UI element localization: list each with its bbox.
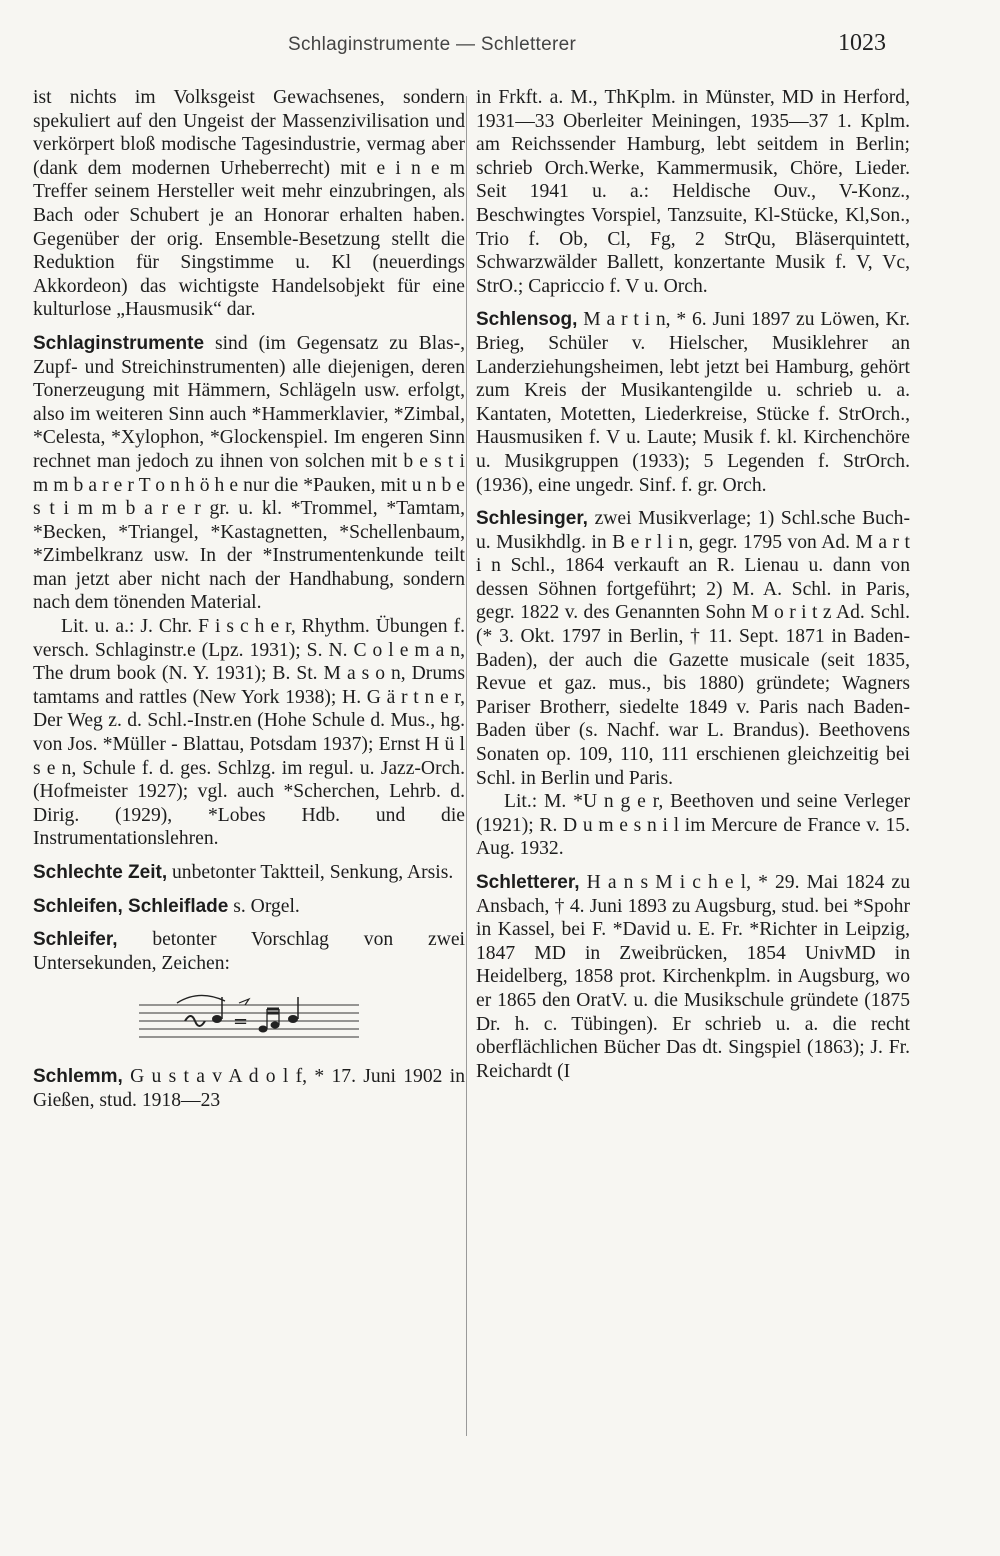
entry-text: unbetonter Taktteil, Senkung, Arsis. [167,862,454,883]
entry-text: M a r t i n, * 6. Juni 1897 zu Löwen, Kr. Brieg, Schüler v. Hielscher, Musiklehrer an Landerziehungsheimen, lebt jetzt bei Hamburg, gehört zum Kreis der Musikantengilde u. schrieb u. a. Kantaten, Motetten, Liederkreise, Stücke f. StrOrch., Hausmusiken f. V u. Laute; Musik f. kl. Kirchenchöre u. Musikgruppen (1933); 5 Legenden f. StrOrch. (1936), eine ungedr. Sinf. f. gr. Orch. [476,309,910,496]
left-column [33,86,465,1123]
continuation-text: ist nichts im Volksgeist Gewachsenes, sondern spekuliert auf den Ungeist der Massenzivilisation und verkörpert bloß modische Tagesindustrie, vermag aber (dank dem modernen Urheberrecht) mit e i n e m Treffer seinem Hersteller weit mehr einzubringen, als Bach oder Schubert je an Honorar erhalten haben. Gegenüber der orig. Ensemble-Besetzung stellt die Reduktion für Singstimme u. Kl (neuerdings Akkordeon) das wichtigste Handelsobjekt für eine kulturlose „Hausmusik“ dar. [33,87,465,321]
schleifer-notation-figure [33,985,465,1051]
headword: Schlensog, [476,309,578,331]
continuation-text: in Frkft. a. M., ThKplm. in Münster, MD in Herford, 1931—33 Oberleiter Meiningen, 1935—37 1. Kplm. am Reichssender Hamburg, lebt seitdem in Berlin; schrieb Orch.Werke, Kammermusik, Chöre, Lieder. Seit 1941 u. a.: Heldische Ouv., V-Konz., Beschwingtes Vorspiel, Tanzsuite, Kl-Stücke, Kl,Son., Trio f. Ob, Cl, Fg, 2 StrQu, Bläserquintett, Schwarzwälder Ballett, konzertante Musik f. V, Vc, StrO.; Capriccio f. V u. Orch. [476,87,910,297]
entry-schlechte-zeit [33,861,465,885]
entry-schlaginstrumente [33,332,465,851]
headword: Schlaginstrumente [33,332,205,354]
running-head: Schlaginstrumente — Schletterer [288,34,577,55]
entry-schlensog [476,308,910,497]
entry-schletterer [476,871,910,1083]
headword: Schlechte Zeit, [33,862,168,883]
literature: Lit. u. a.: J. Chr. F i s c h e r, Rhythm. Übungen f. versch. Schlaginstr.e (Lpz. 1931); S. N. C o l e m a n, The drum book (N. Y. 1931); B. St. M a s o n, Drums tamtams and rattles (New York 1938); H. G ä r t n e r, Der Weg z. d. Schl.-Instr.en (Hohe Schule d. Mus., hg. von Jos. *Müller - Blattau, Potsdam 1937); Ernst H ü l s e n, Schule f. d. ges. Schlzg. im regul. u. Jazz-Orch. (Hofmeister 1927); vgl. auch *Scherchen, Lehrb. d. Dirig. (1929), *Lobes Hdb. und die Instrumentationslehren. [33,616,465,850]
music-staff-figure [129,985,369,1051]
entry-text: zwei Musikverlage; 1) Schl.sche Buch- u. Musikhdlg. in B e r l i n, gegr. 1795 von Ad. M a r t i n Schl., 1864 verkauft an R. Lienau u. dann von dessen Söhnen fortgeführt; 2) M. A. Schl. in Paris, gegr. 1822 v. des Genannten Sohn M o r i t z Ad. Schl. (* 3. Okt. 1797 in Berlin, † 11. Sept. 1871 in Baden-Baden), der auch die Gazette musicale (seit 1835, Revue et gaz. mus., bis 1880) gründete; Wagners Pariser Brotherr, siedelte 1849 v. Paris nach Baden-Baden über (s. Nachf. war L. Brandus). Beethovens Sonaten op. 109, 110, 111 erschienen gleichzeitig bei Schl. in Berlin und Paris. [476,508,910,789]
entry-text: betonter Vorschlag von zwei Untersekunden, Zeichen: [33,929,465,974]
entry-schleifer [33,928,465,975]
page-header [0,30,1000,70]
right-column [476,86,910,1093]
literature: Lit.: M. *U n g e r, Beethoven und seine Verleger (1921); R. D u m e s n i l im Mercure de France v. 15. Aug. 1932. [476,791,910,860]
entry-schlemm [33,1065,465,1112]
entry-text: G u s t a v A d o l f, * 17. Juni 1902 in Gießen, stud. 1918—23 [33,1066,465,1111]
headword: Schletterer, [476,872,580,893]
entry-schleifen [33,895,465,919]
column-divider [466,96,467,1436]
headword: Schlemm, [33,1066,123,1088]
entry-schlesinger [476,507,910,861]
continuation-paragraph [33,86,465,322]
page-number: 1023 [838,30,886,56]
headword: Schleifen, Schleiflade [33,895,229,917]
headword: Schlesinger, [476,508,588,530]
svg-text:=: = [233,1011,249,1033]
entry-text: sind (im Gegensatz zu Blas-, Zupf- und Streichinstrumenten) alle diejenigen, deren Tonerzeugung mit Hämmern, Schlägeln usw. erfolgt, also im weiteren Sinn auch *Hammerklavier, *Zimbal, *Celesta, *Xylophon, *Glockenspiel. Im engeren Sinn rechnet man jedoch zu ihnen von solchen mit b e s t i m m b a r e r T o n h ö h e nur die *Pauken, mit u n b e s t i m m b a r e r gr. u. kl. *Trommel, *Tamtam, *Becken, *Triangel, *Kastagnetten, *Schellenbaum, *Zimbelkranz usw. In der *Instrumentenkunde teilt man jetzt aber nicht nach der Handhabung, sondern nach dem tönenden Material. [33,332,465,614]
headword: Schleifer, [33,929,118,951]
entry-text: H a n s M i c h e l, * 29. Mai 1824 zu Ansbach, † 4. Juni 1893 zu Augsburg, stud. bei *Spohr in Kassel, bei F. *David u. E. Fr. *Richter in Leipzig, 1847 MD in Zweibrücken, 1854 UnivMD in Heidelberg, 1858 prot. Kirchenkplm. in Augsburg, wo er 1865 den OratV. u. die Musikschule gründete (1875 Dr. h. c. Tübingen). Er schrieb u. a. die recht oberflächlichen Bücher Das dt. Singspiel (1863); J. Fr. Reichardt (I [476,872,910,1082]
continuation-paragraph [476,86,910,298]
entry-text: s. Orgel. [228,895,300,917]
